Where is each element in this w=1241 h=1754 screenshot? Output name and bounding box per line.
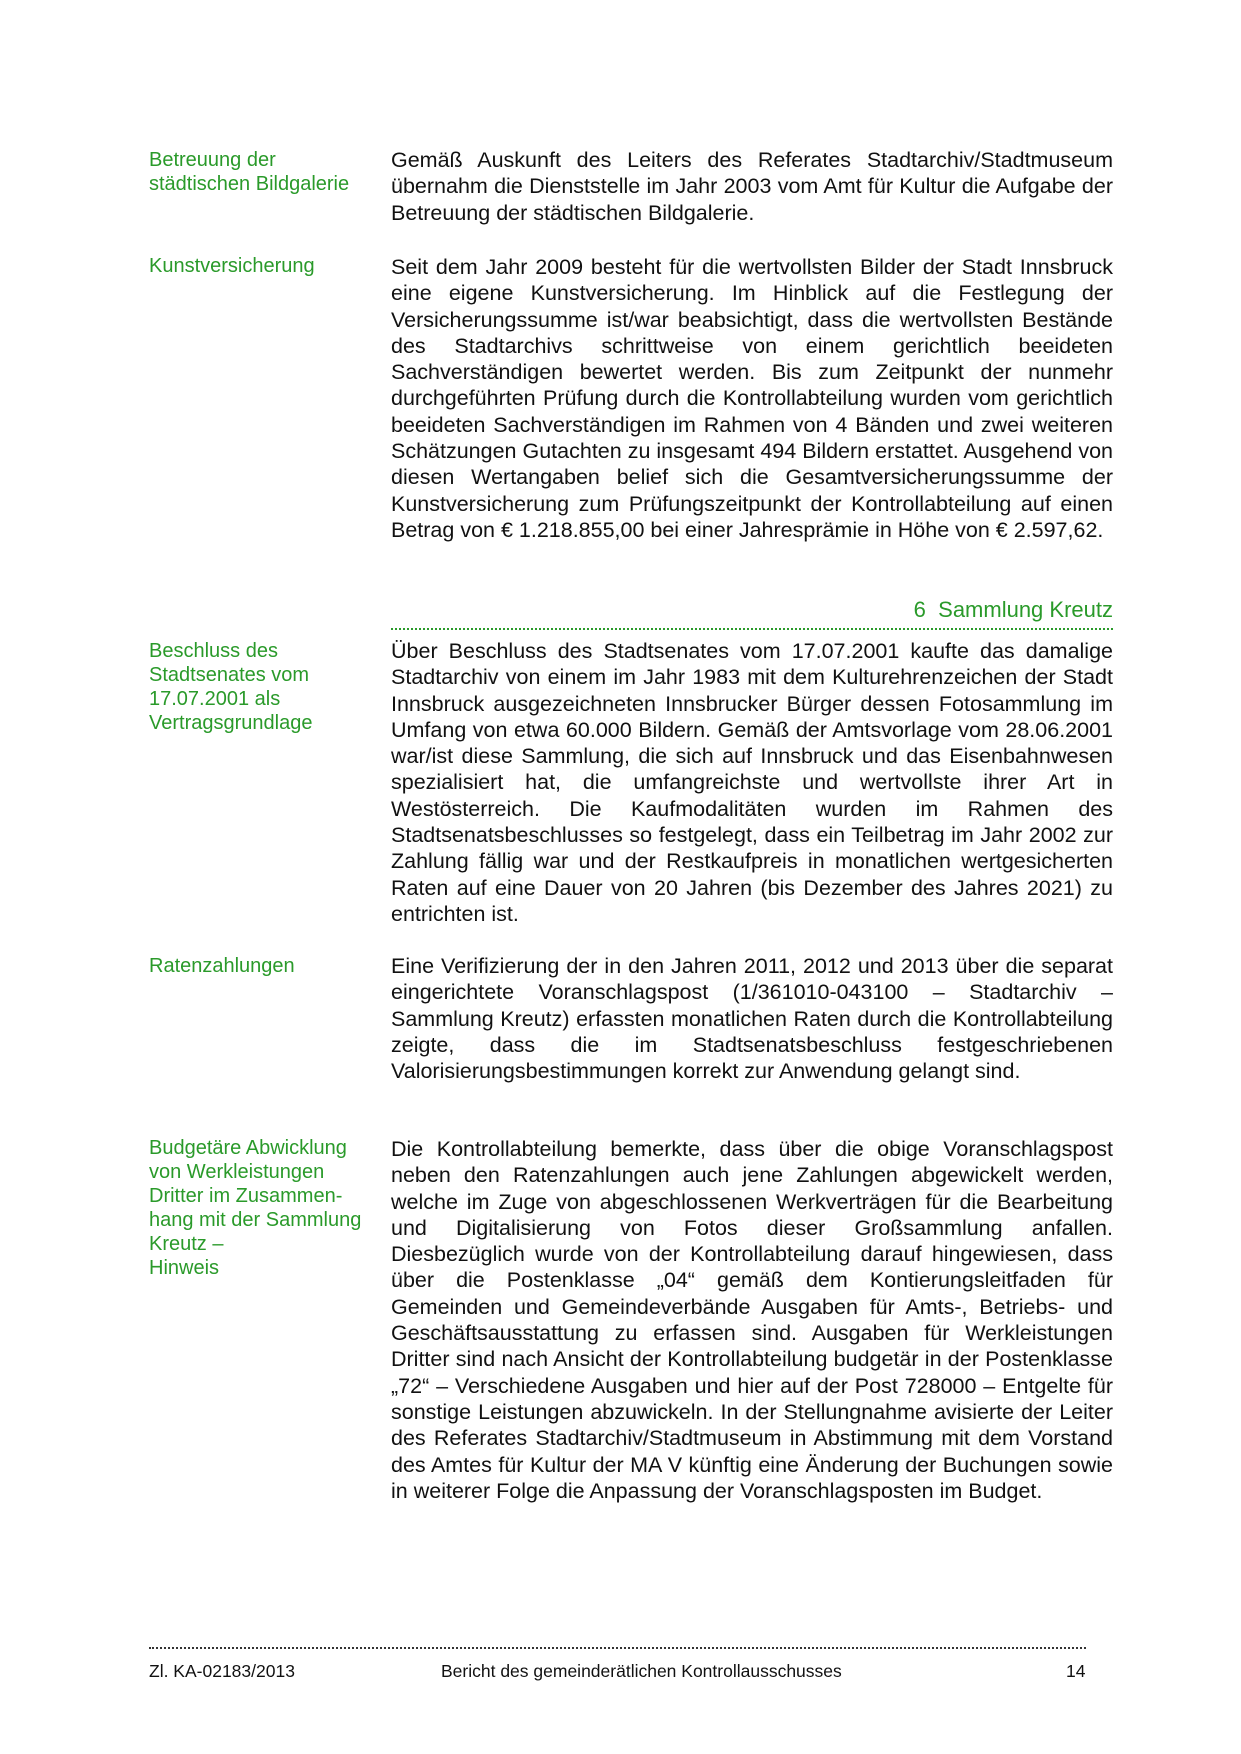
paragraph-kunstversicherung: Seit dem Jahr 2009 besteht für die wertvollsten Bilder der Stadt Innsbruck eine eigene Kunstversicherung. Im Hinblick auf die Festlegung der Versicherungssumme ist/war beabsichtigt, dass die wertvollsten Bestände des Stadtarchivs schrittweise von einem gerichtlich beeideten Sachverständigen bewertet werden. Bis zum Zeitpunkt der nunmehr durchgeführten Prüfung durch die Kontrollabteilung wurden vom gerichtlich beeideten Sachverständigen im Rahmen von 4 Bänden und zwei weiteren Schätzungen Gutachten zu insgesamt 494 Bildern erstattet. Ausgehend von diesen Wertangaben belief sich die Gesamtversicherungssumme der Kunstversicherung zum Prüfungszeitpunkt der Kontrollabteilung auf einen Betrag von € 1.218.855,00 bei einer Jahresprämie in Höhe von € 2.597,62. bbox=[391, 255, 1113, 542]
paragraph-ratenzahlungen: Eine Verifizierung der in den Jahren 2011, 2012 und 2013 über die separat eingerichtete Voranschlagspost (1/361010-043100 – Stadtarchiv – Sammlung Kreutz) erfassten monatlichen Raten durch die Kontrollabteilung zeigte, dass die im Stadtsenatsbeschluss festgeschriebenen Valorisierungsbestimmungen korrekt zur Anwendung gelangt sind. bbox=[391, 954, 1113, 1084]
margin-label-budgetaere-abwicklung: Budgetäre Abwicklung von Werkleistungen Dritter im Zusammen- hang mit der Sammlung Kreutz – Hinweis bbox=[149, 1137, 362, 1279]
section-divider bbox=[391, 628, 1113, 630]
margin-label-bildgalerie: Betreuung der städtischen Bildgalerie bbox=[149, 149, 350, 195]
margin-label-ratenzahlungen: Ratenzahlungen bbox=[149, 955, 295, 977]
footer-title: Bericht des gemeinderätlichen Kontrollausschusses bbox=[441, 1661, 842, 1681]
paragraph-bildgalerie: Gemäß Auskunft des Leiters des Referates Stadtarchiv/Stadtmuseum übernahm die Dienststelle im Jahr 2003 vom Amt für Kultur die Aufgabe der Betreuung der städtischen Bildgalerie. bbox=[391, 148, 1113, 225]
page-number: 14 bbox=[1066, 1661, 1086, 1681]
footer-reference: Zl. KA-02183/2013 bbox=[149, 1661, 295, 1681]
section-number: 6 bbox=[913, 597, 926, 622]
margin-label-beschluss: Beschluss des Stadtsenates vom 17.07.2001 als Vertragsgrundlage bbox=[149, 640, 313, 734]
section-title: Sammlung Kreutz bbox=[938, 597, 1113, 622]
section-heading bbox=[391, 597, 1113, 623]
paragraph-beschluss: Über Beschluss des Stadtsenates vom 17.07.2001 kaufte das damalige Stadtarchiv von einem im Jahr 1983 mit dem Kulturehrenzeichen der Stadt Innsbruck ausgezeichneten Innsbrucker Bürger dessen Fotosammlung im Umfang von etwa 60.000 Bildern. Gemäß der Amtsvorlage vom 28.06.2001 war/ist diese Sammlung, die sich auf Innsbruck und das Eisenbahnwesen spezialisiert hat, die umfangreichste und wertvollste ihrer Art in Westösterreich. Die Kaufmodalitäten wurden im Rahmen des Stadtsenatsbeschlusses so festgelegt, dass ein Teilbetrag im Jahr 2002 zur Zahlung fällig war und der Restkaufpreis in monatlichen wertgesicherten Raten auf eine Dauer von 20 Jahren (bis Dezember des Jahres 2021) zu entrichten ist. bbox=[391, 639, 1113, 926]
footer-divider bbox=[149, 1647, 1086, 1649]
paragraph-budgetaere-abwicklung: Die Kontrollabteilung bemerkte, dass über die obige Voranschlagspost neben den Ratenzahlungen auch jene Zahlungen abgewickelt werden, welche im Zuge von abgeschlossenen Werkverträgen für die Bearbeitung und Digitalisierung von Fotos dieser Großsammlung anfallen. Diesbezüglich wurde von der Kontrollabteilung darauf hingewiesen, dass über die Postenklasse „04“ gemäß dem Kontierungsleitfaden für Gemeinden und Gemeindeverbände Ausgaben für Amts-, Betriebs- und Geschäftsausstattung zu erfassen sind. Ausgaben für Werkleistungen Dritter sind nach Ansicht der Kontrollabteilung budgetär in der Postenklasse „72“ – Verschiedene Ausgaben und hier auf der Post 728000 – Entgelte für sonstige Leistungen abzuwickeln. In der Stellungnahme avisierte der Leiter des Referates Stadtarchiv/Stadtmuseum in Abstimmung mit dem Vorstand des Amtes für Kultur der MA V künftig eine Änderung der Buchungen sowie in weiterer Folge die Anpassung der Voranschlagsposten im Budget. bbox=[391, 1137, 1113, 1503]
margin-label-kunstversicherung: Kunstversicherung bbox=[149, 255, 315, 277]
